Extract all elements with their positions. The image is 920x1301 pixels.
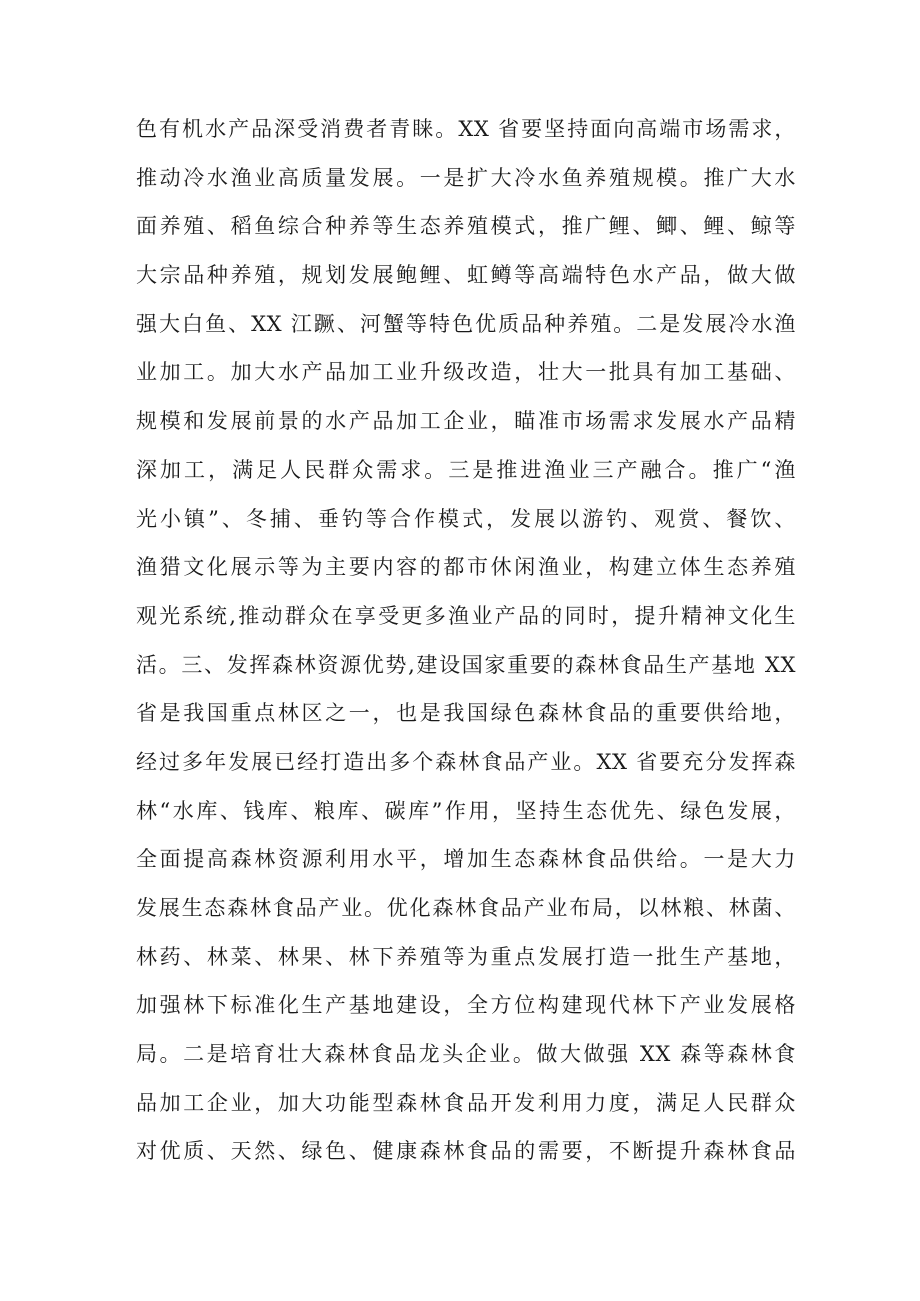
text-line: 局。二是培育壮大森林食品龙头企业。做大做强 XX 森等森林食 <box>136 1042 796 1067</box>
body-text <box>136 105 796 1176</box>
text-line: 对优质、天然、绿色、健康森林食品的需要，不断提升森林食品 <box>136 1139 796 1164</box>
text-line: 业加工。加大水产品加工业升级改造，壮大一批具有加工基础、 <box>136 360 796 385</box>
text-line: 推动冷水渔业高质量发展。一是扩大冷水鱼养殖规模。推广大水 <box>136 165 796 190</box>
text-line: 面养殖、稻鱼综合种养等生态养殖模式，推广鲤、鲫、鲤、鲸等 <box>136 214 796 239</box>
text-line: 林“水库、钱库、粮库、碳库”作用，坚持生态优先、绿色发展， <box>136 798 796 823</box>
text-line: 加强林下标准化生产基地建设，全方位构建现代林下产业发展格 <box>136 993 796 1018</box>
text-line: 经过多年发展已经打造出多个森林食品产业。XX 省要充分发挥森 <box>136 749 796 774</box>
text-line: 光小镇”、冬捕、垂钓等合作模式，发展以游钓、观赏、餐饮、 <box>136 506 796 531</box>
text-line: 规模和发展前景的水产品加工企业，瞄准市场需求发展水产品精 <box>136 409 796 434</box>
text-line: 省是我国重点林区之一，也是我国绿色森林食品的重要供给地， <box>136 701 796 726</box>
text-line: 全面提高森林资源利用水平，增加生态森林食品供给。一是大力 <box>136 847 796 872</box>
text-line: 深加工，满足人民群众需求。三是推进渔业三产融合。推广“渔 <box>136 457 796 482</box>
text-line: 大宗品种养殖，规划发展鲍鲤、虹鳟等高端特色水产品，做大做 <box>136 263 796 288</box>
text-line: 活。三、发挥森林资源优势,建设国家重要的森林食品生产基地 XX <box>136 652 796 677</box>
text-line: 观光系统,推动群众在享受更多渔业产品的同时，提升精神文化生 <box>136 603 796 628</box>
text-line: 强大白鱼、XX 江蹶、河蟹等特色优质品种养殖。二是发展冷水渔 <box>136 311 796 336</box>
text-line: 林药、林菜、林果、林下养殖等为重点发展打造一批生产基地， <box>136 944 796 969</box>
text-line: 发展生态森林食品产业。优化森林食品产业布局，以林粮、林菌、 <box>136 896 796 920</box>
text-line: 渔猎文化展示等为主要内容的都市休闲渔业，构建立体生态养殖 <box>136 555 796 580</box>
text-line: 品加工企业，加大功能型森林食品开发利用力度，满足人民群众 <box>136 1090 796 1115</box>
text-line: 色有机水产品深受消费者青睐。XX 省要坚持面向高端市场需求， <box>136 117 796 141</box>
